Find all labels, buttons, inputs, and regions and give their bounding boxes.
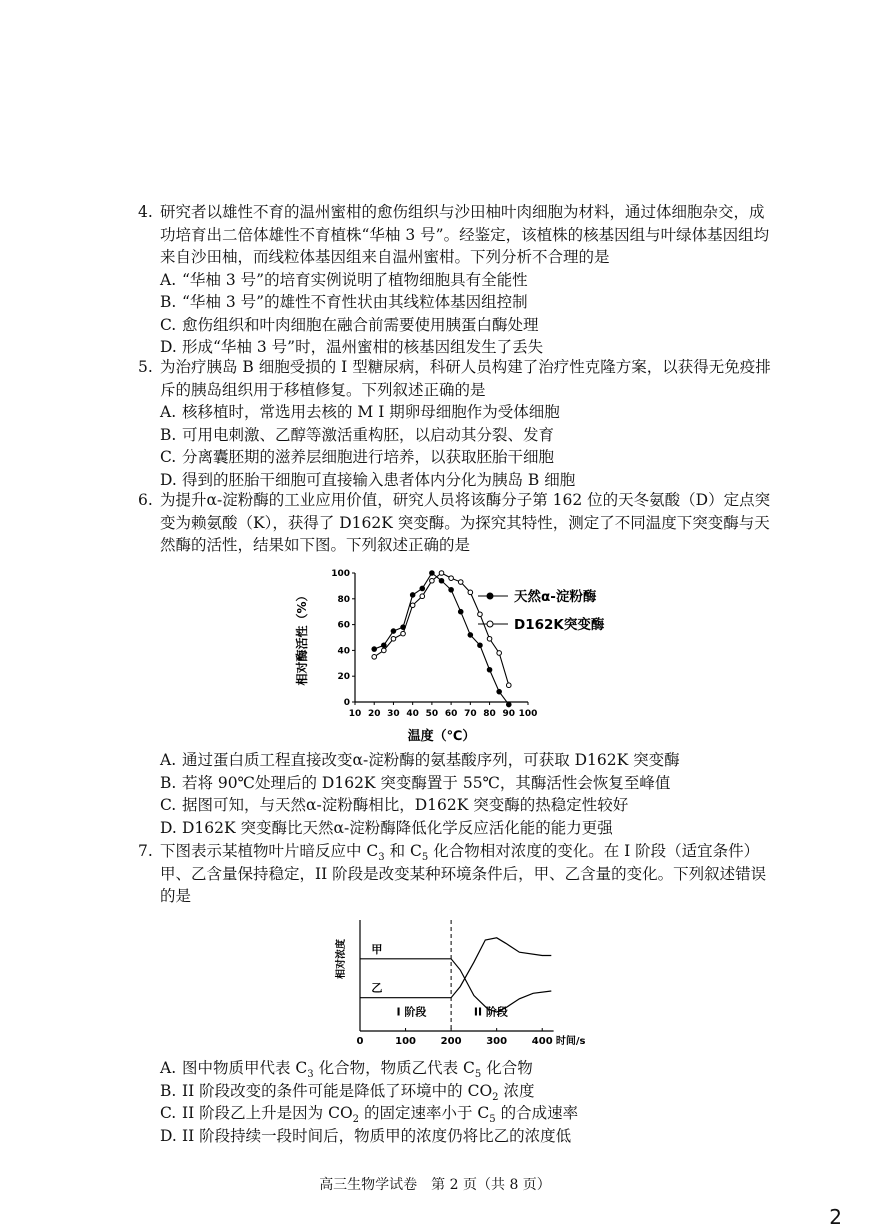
option-b[interactable] <box>160 772 778 795</box>
option-d[interactable] <box>160 1125 778 1148</box>
y-tick-label: 40 <box>337 646 350 657</box>
option-a[interactable] <box>160 1057 778 1080</box>
data-point <box>439 571 444 576</box>
legend-marker <box>487 593 493 599</box>
option-text: “华柚 3 号”的培育实例说明了植物细胞具有全能性 <box>182 270 528 289</box>
data-point <box>410 593 415 598</box>
option-letter: D. <box>160 338 177 356</box>
option-text: 图中物质甲代表 C <box>182 1059 308 1077</box>
option-c[interactable] <box>160 446 778 469</box>
option-text: 浓度 <box>498 1081 535 1100</box>
option-letter: B. <box>160 293 177 311</box>
option-text: 形成“华柚 3 号”时，温州蜜柑的核基因组发生了丢失 <box>182 338 544 356</box>
question-7-options <box>138 1057 778 1147</box>
data-point <box>506 683 511 688</box>
option-text: 化合物，物质乙代表 C <box>313 1059 475 1077</box>
x-axis-label: 温度（℃） <box>407 729 476 744</box>
question-number: 6. <box>138 491 153 509</box>
option-text: 得到的胚胎干细胞可直接输入患者体内分化为胰岛 B 细胞 <box>182 470 576 489</box>
option-c[interactable] <box>160 314 778 337</box>
legend-label: 天然α-淀粉酶 <box>514 589 597 605</box>
data-point <box>420 586 425 591</box>
x-tick-label: 100 <box>395 1036 416 1047</box>
question-6-options <box>138 749 778 839</box>
option-text: 愈伤组织和叶肉细胞在融合前需要使用胰蛋白酶处理 <box>182 315 539 334</box>
option-text: D162K 突变酶比天然α-淀粉酶降低化学反应活化能的能力更强 <box>182 818 613 837</box>
y-tick-label: 20 <box>337 672 350 683</box>
x-tick-label: 40 <box>406 709 419 719</box>
subscript: 5 <box>489 1114 496 1126</box>
data-point <box>497 689 502 694</box>
option-letter: A. <box>160 403 177 421</box>
option-letter: A. <box>160 751 177 769</box>
data-point <box>372 655 377 660</box>
option-text: II 阶段持续一段时间后，物质甲的浓度仍将比乙的浓度低 <box>182 1126 572 1145</box>
stem-text: 和 C <box>384 842 422 860</box>
option-letter: B. <box>160 1081 177 1100</box>
x-tick-label: 100 <box>518 709 538 719</box>
option-letter: D. <box>160 818 177 837</box>
y-tick-label: 0 <box>343 698 350 708</box>
data-point <box>468 633 473 638</box>
data-point <box>382 648 387 653</box>
question-stem: 研究者以雄性不育的温州蜜柑的愈伤组织与沙田柚叶肉细胞为材料，通过体细胞杂交，成功培育出二倍体雄性不育植株“华柚 3 号”。经鉴定，该植株的核基因组与叶绿体基因组均来自沙田柚，而线粒体基因组来自温州蜜柑。下列分析不合理的是 <box>160 203 770 266</box>
y-tick-label: 80 <box>337 594 350 605</box>
question-stem: 为治疗胰岛 B 细胞受损的 I 型糖尿病，科研人员构建了治疗性克隆方案，以获得无免疫排斥的胰岛组织用于移植修复。下列叙述正确的是 <box>160 358 771 399</box>
option-letter: D. <box>160 470 177 489</box>
y-axis-label: 相对酶活性（%） <box>295 589 309 686</box>
x-tick-label: 80 <box>483 709 496 719</box>
data-point <box>506 702 511 707</box>
stem-text: 化合物相对浓度的变化。在 I 阶段（适宜条件）甲、乙含量保持稳定，II 阶段是改变某种环境条件后，甲、乙含量的变化。下列叙述错误的是 <box>160 842 767 905</box>
option-text: 的合成速率 <box>495 1104 579 1122</box>
data-point <box>478 612 483 617</box>
question-number: 7. <box>138 842 153 860</box>
option-text: 分离囊胚期的滋养层细胞进行培养，以获取胚胎干细胞 <box>182 448 555 466</box>
page-number: 2 <box>829 1205 842 1229</box>
option-text: II 阶段乙上升是因为 CO <box>182 1104 353 1122</box>
subscript: 5 <box>421 852 429 864</box>
data-point <box>382 643 387 648</box>
x-tick-label: 0 <box>356 1036 364 1047</box>
option-a[interactable] <box>160 401 778 424</box>
data-point <box>497 651 502 656</box>
data-point <box>391 636 396 641</box>
enzyme-activity-chart <box>290 563 630 753</box>
question-7 <box>138 840 778 908</box>
option-letter: C. <box>160 796 177 814</box>
data-point <box>487 636 492 641</box>
x-tick-label: 70 <box>464 709 477 719</box>
option-d[interactable] <box>160 817 778 840</box>
y-tick-label: 100 <box>331 569 350 579</box>
option-text: “华柚 3 号”的雄性不育性状由其线粒体基因组控制 <box>182 293 528 311</box>
option-text: 可用电刺激、乙醇等激活重构胚，以启动其分裂、发育 <box>182 425 555 444</box>
data-point <box>468 590 473 595</box>
legend-marker <box>487 621 493 627</box>
data-point <box>487 667 492 672</box>
data-point <box>449 576 454 581</box>
data-point <box>430 578 435 583</box>
x-tick-label: 20 <box>367 709 381 719</box>
x-tick-label: 10 <box>348 709 362 719</box>
option-letter: C. <box>160 315 177 334</box>
series-label: 甲 <box>371 942 383 956</box>
question-stem: 为提升α-淀粉酶的工业应用价值，研究人员将该酶分子第 162 位的天冬氨酸（D）定点突变为赖氨酸（K），获得了 D162K 突变酶。为探究其特性，测定了不同温度下突变酶与天然酶的活性，结果如下图。下列叙述正确的是 <box>160 491 771 554</box>
option-letter: A. <box>160 270 177 289</box>
option-letter: C. <box>160 448 177 466</box>
option-letter: A. <box>160 1059 177 1077</box>
x-tick-label: 30 <box>387 709 400 719</box>
option-b[interactable] <box>160 424 778 447</box>
x-tick-label: 300 <box>486 1036 508 1047</box>
subscript: 5 <box>474 1069 482 1081</box>
option-text: 若将 90℃处理后的 D162K 突变酶置于 55℃，其酶活性会恢复至峰值 <box>182 773 671 792</box>
option-d[interactable] <box>160 469 778 492</box>
question-6 <box>138 489 778 557</box>
question-number: 4. <box>138 203 153 221</box>
question-5 <box>138 356 778 491</box>
data-point <box>430 571 435 576</box>
series-line-yi <box>360 938 551 998</box>
option-b[interactable] <box>160 1080 778 1103</box>
option-letter: B. <box>160 425 177 444</box>
legend-label: D162K突变酶 <box>514 617 605 633</box>
x-axis-label: 时间/s <box>555 1036 586 1047</box>
question-4 <box>138 201 778 359</box>
option-letter: D. <box>160 1126 177 1145</box>
phase-label: II 阶段 <box>473 1005 508 1019</box>
question-stem <box>160 840 778 908</box>
question-number: 5. <box>138 358 153 376</box>
y-tick-label: 60 <box>337 620 350 631</box>
x-tick-label: 200 <box>440 1036 462 1047</box>
data-point <box>478 643 483 648</box>
y-axis-label: 相对浓度 <box>336 939 347 979</box>
series-label: 乙 <box>371 981 383 995</box>
option-text: II 阶段改变的条件可能是降低了环境中的 CO <box>182 1081 493 1100</box>
option-letter: B. <box>160 773 177 792</box>
data-point <box>420 594 425 599</box>
x-tick-label: 400 <box>531 1036 553 1047</box>
page-footer: 高三生物学试卷 第 2 页（共 8 页） <box>319 1177 551 1193</box>
data-point <box>372 647 377 652</box>
option-text: 通过蛋白质工程直接改变α-淀粉酶的氨基酸序列，可获取 D162K 突变酶 <box>182 751 680 769</box>
phase-label: I 阶段 <box>396 1005 427 1019</box>
subscript: 3 <box>378 852 385 864</box>
data-point <box>401 631 406 636</box>
data-point <box>449 587 454 592</box>
option-b[interactable] <box>160 291 778 314</box>
subscript: 3 <box>307 1069 314 1081</box>
option-c[interactable] <box>160 1102 778 1125</box>
x-tick-label: 90 <box>502 709 516 719</box>
x-tick-label: 60 <box>444 709 458 719</box>
x-tick-label: 50 <box>425 709 439 719</box>
data-point <box>391 629 396 634</box>
concentration-chart <box>330 914 586 1054</box>
option-a[interactable] <box>160 269 778 292</box>
subscript: 2 <box>352 1114 360 1126</box>
data-point <box>410 603 415 608</box>
series-line-jia <box>360 959 551 1012</box>
data-point <box>439 578 444 583</box>
option-letter: C. <box>160 1104 177 1122</box>
data-point <box>458 580 463 585</box>
option-text: 的固定速率小于 C <box>359 1104 490 1122</box>
subscript: 2 <box>492 1091 499 1103</box>
option-text: 据图可知，与天然α-淀粉酶相比，D162K 突变酶的热稳定性较好 <box>182 796 629 814</box>
option-text: 核移植时，常选用去核的 M I 期卵母细胞作为受体细胞 <box>182 403 560 421</box>
data-point <box>458 609 463 614</box>
stem-text: 下图表示某植物叶片暗反应中 C <box>160 842 379 860</box>
option-a[interactable] <box>160 749 778 772</box>
option-c[interactable] <box>160 794 778 817</box>
option-text: 化合物 <box>481 1059 533 1077</box>
